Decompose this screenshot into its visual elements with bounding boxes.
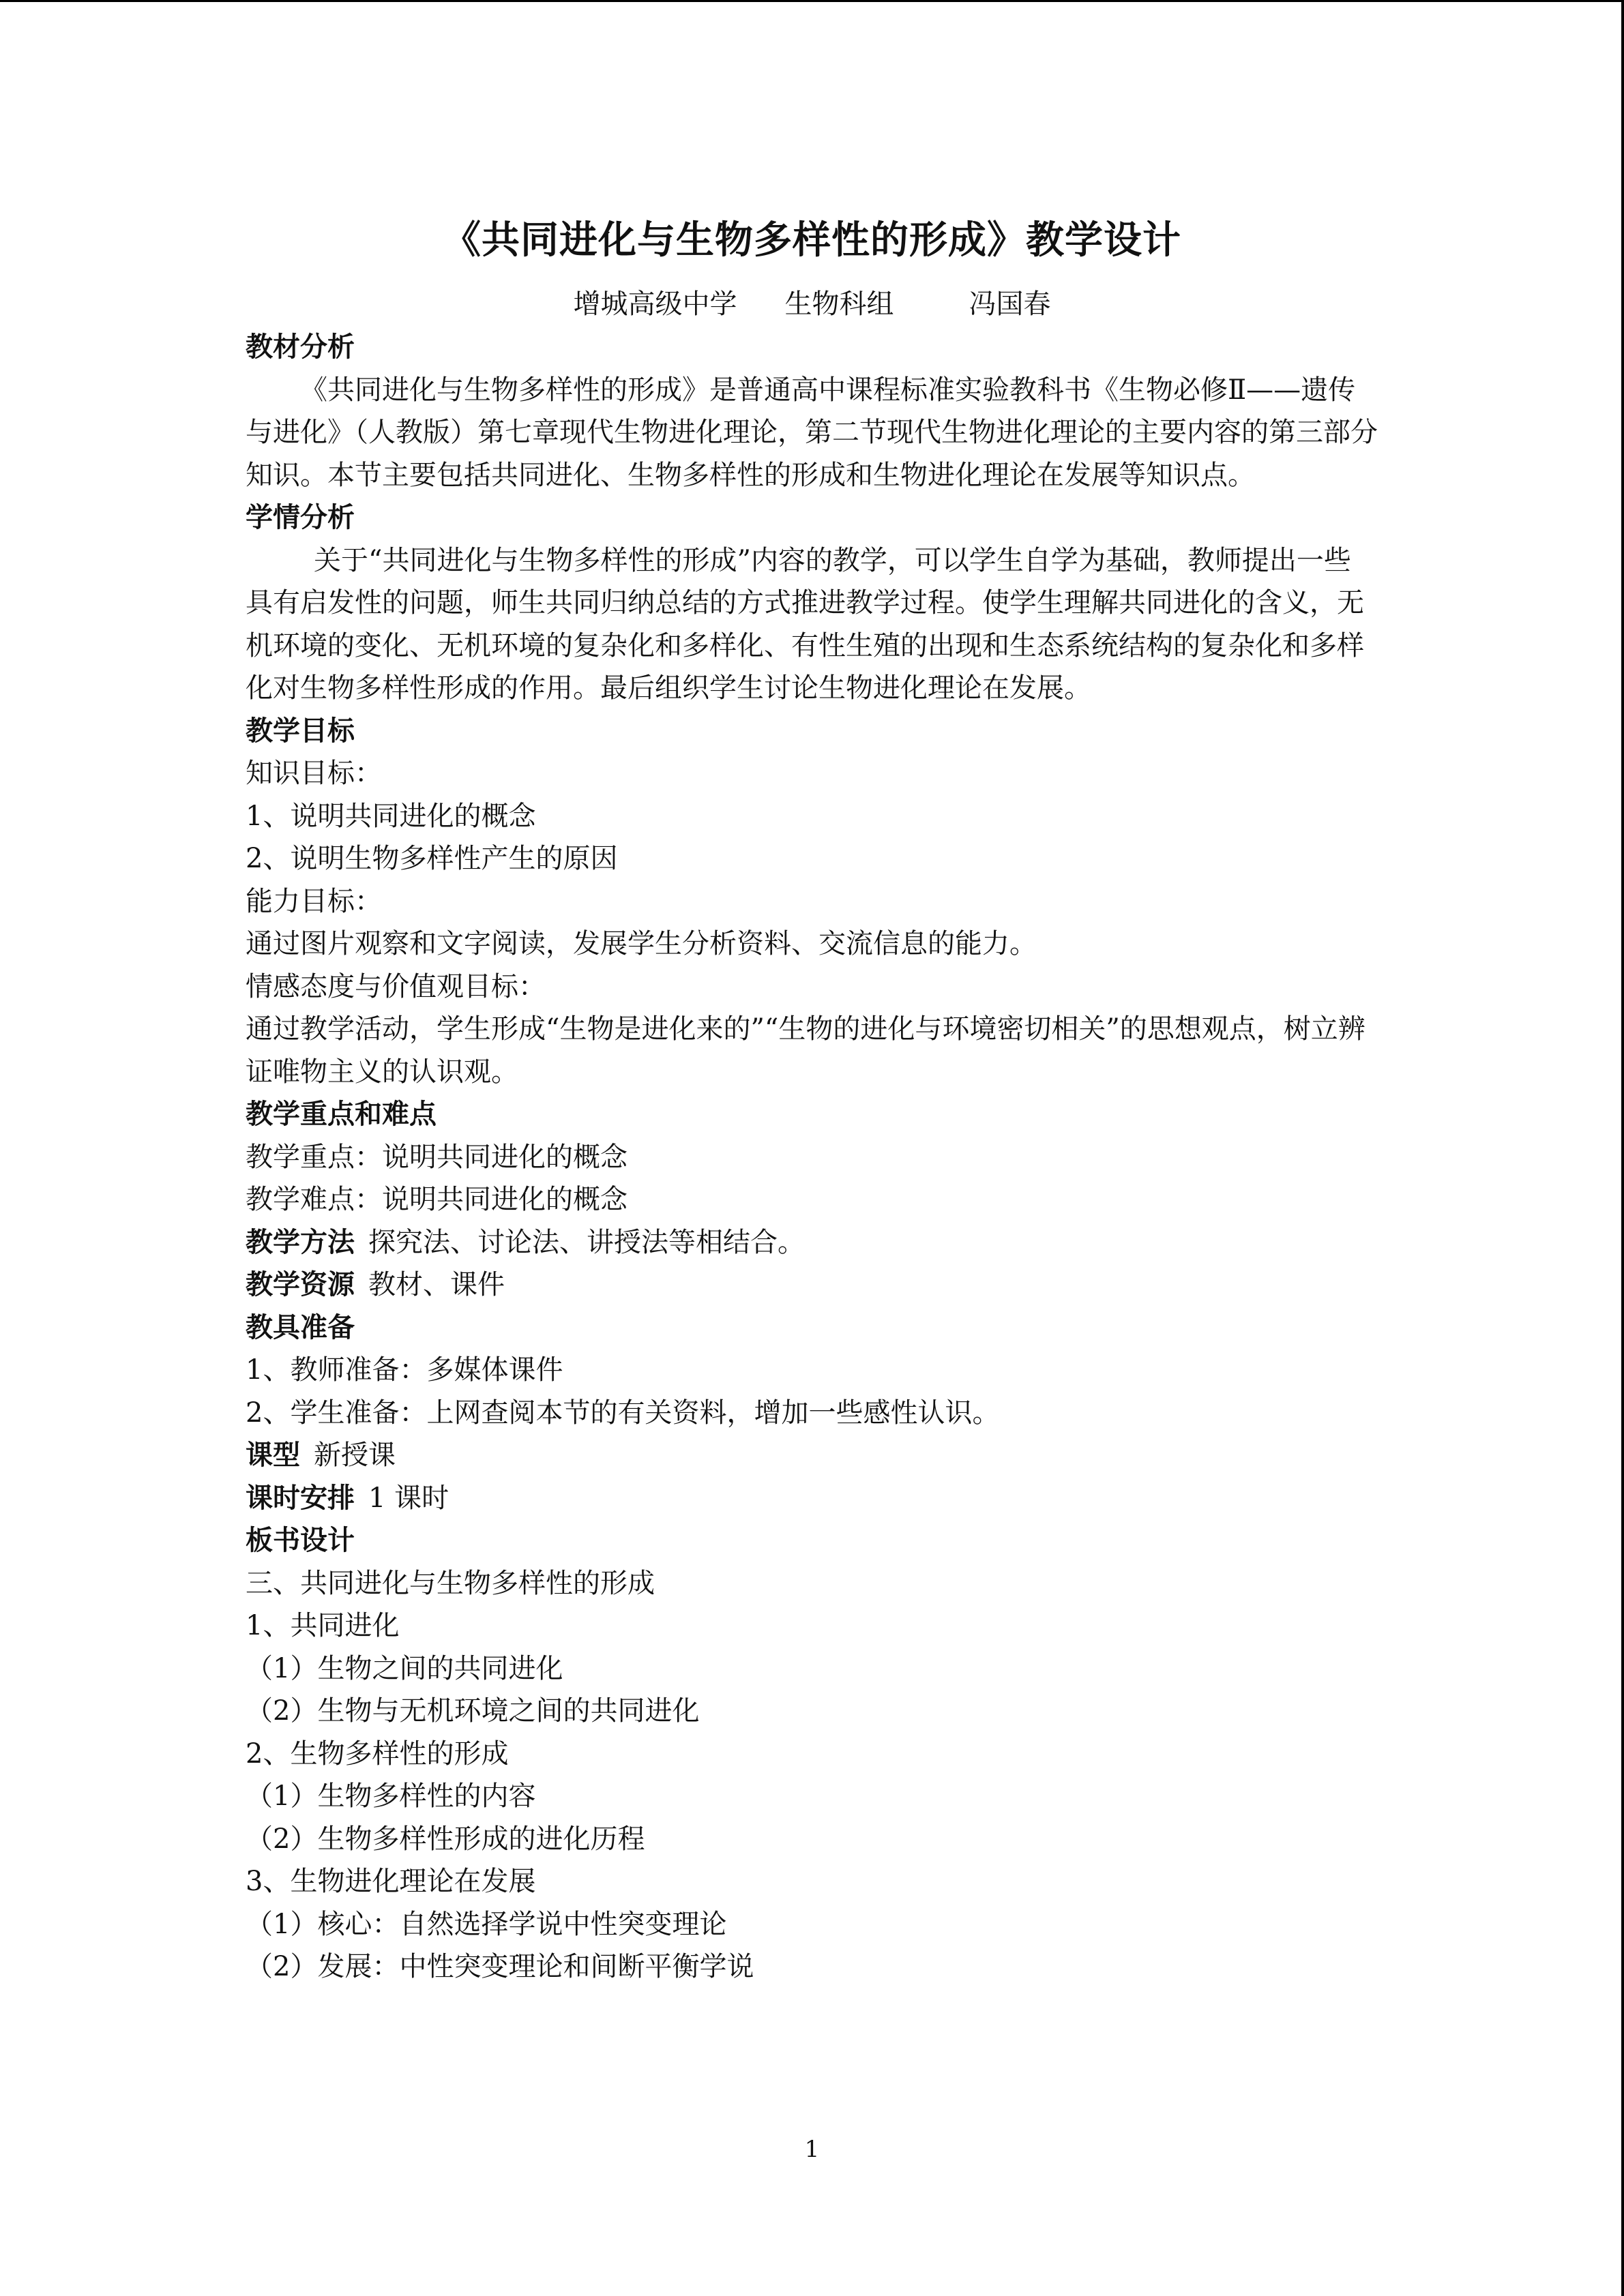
- teaching-resource-text: 教材、课件: [368, 1269, 505, 1300]
- section-heading-key-points: 教学重点和难点: [246, 1099, 437, 1130]
- lesson-hours-text: 1 课时: [368, 1482, 449, 1514]
- page-border-right: [1621, 0, 1624, 2296]
- knowledge-goal-item: 1、说明共同进化的概念: [246, 800, 536, 832]
- section-heading-learner: 学情分析: [246, 502, 355, 533]
- lesson-hours-label: 课时安排: [246, 1482, 355, 1514]
- material-paragraph: 《共同进化与生物多样性的形成》是普通高中课程标准实验教科书《生物必修Ⅱ——遗传与进化》（人教版）第七章现代生物进化理论，第二节现代生物进化理论的主要内容的第三部分知识。本节主要包括共同进化、生物多样性的形成和生物进化理论在发展等知识点。: [246, 374, 1378, 491]
- board-line: 3、生物进化理论在发展: [246, 1866, 536, 1897]
- teaching-method-label: 教学方法: [246, 1226, 355, 1258]
- section-heading-tools: 教具准备: [246, 1311, 355, 1343]
- knowledge-goal-label: 知识目标：: [246, 758, 382, 789]
- board-line: （2）生物与无机环境之间的共同进化: [246, 1695, 700, 1727]
- teaching-resource-line: [246, 1264, 1378, 1307]
- board-line: （1）生物之间的共同进化: [246, 1652, 563, 1684]
- document-title: 《共同进化与生物多样性的形成》教学设计: [443, 218, 1181, 263]
- document-body: [246, 326, 1378, 1988]
- lesson-type-label: 课型: [246, 1440, 300, 1471]
- board-line: （2）生物多样性形成的进化历程: [246, 1823, 645, 1855]
- ability-goal-label: 能力目标：: [246, 885, 382, 917]
- tools-item: 1、教师准备：多媒体课件: [246, 1354, 563, 1386]
- page-border-top: [0, 0, 1624, 2]
- teaching-method-text: 探究法、讨论法、讲授法等相结合。: [368, 1226, 805, 1258]
- teaching-resource-label: 教学资源: [246, 1269, 355, 1300]
- lesson-hours-line: [246, 1477, 1378, 1520]
- section-heading-material: 教材分析: [246, 331, 355, 363]
- board-line: 2、生物多样性的形成: [246, 1738, 509, 1770]
- board-line: （2）发展：中性突变理论和间断平衡学说: [246, 1951, 754, 1982]
- lesson-type-text: 新授课: [314, 1440, 396, 1471]
- page-number: 1: [804, 2136, 820, 2163]
- board-line: 1、共同进化: [246, 1610, 400, 1641]
- learner-paragraph: 关于“共同进化与生物多样性的形成”内容的教学，可以学生自学为基础，教师提出一些具有启发性的问题，师生共同归纳总结的方式推进教学过程。使学生理解共同进化的含义，无机环境的变化、无机环境的复杂化和多样化、有性生殖的出现和生态系统结构的复杂化和多样化对生物多样性形成的作用。最后组织学生讨论生物进化理论在发展。: [246, 544, 1364, 704]
- tools-item: 2、学生准备：上网查阅本节的有关资料，增加一些感性认识。: [246, 1397, 1000, 1429]
- section-heading-goals: 教学目标: [246, 715, 355, 747]
- key-point-text: 教学重点：说明共同进化的概念: [246, 1141, 628, 1173]
- section-heading-board: 板书设计: [246, 1525, 355, 1556]
- board-line: （1）生物多样性的内容: [246, 1780, 536, 1812]
- difficult-point-text: 教学难点：说明共同进化的概念: [246, 1184, 628, 1215]
- emotion-goal-label: 情感态度与价值观目标：: [246, 970, 546, 1002]
- emotion-goal-text: 通过教学活动，学生形成“生物是进化来的”“生物的进化与环境密切相关”的思想观点，树立辨证唯物主义的认识观。: [246, 1013, 1365, 1088]
- teaching-method-line: [246, 1221, 1378, 1264]
- byline: [0, 285, 1624, 323]
- knowledge-goal-item: 2、说明生物多样性产生的原因: [246, 843, 618, 874]
- board-line: 三、共同进化与生物多样性的形成: [246, 1567, 655, 1599]
- byline-group: 生物科组: [784, 288, 894, 320]
- byline-author: 冯国春: [969, 288, 1051, 320]
- ability-goal-text: 通过图片观察和文字阅读，发展学生分析资料、交流信息的能力。: [246, 928, 1037, 959]
- lesson-type-line: [246, 1434, 1378, 1477]
- byline-school: 增城高级中学: [573, 288, 737, 320]
- board-line: （1）核心：自然选择学说中性突变理论: [246, 1908, 727, 1940]
